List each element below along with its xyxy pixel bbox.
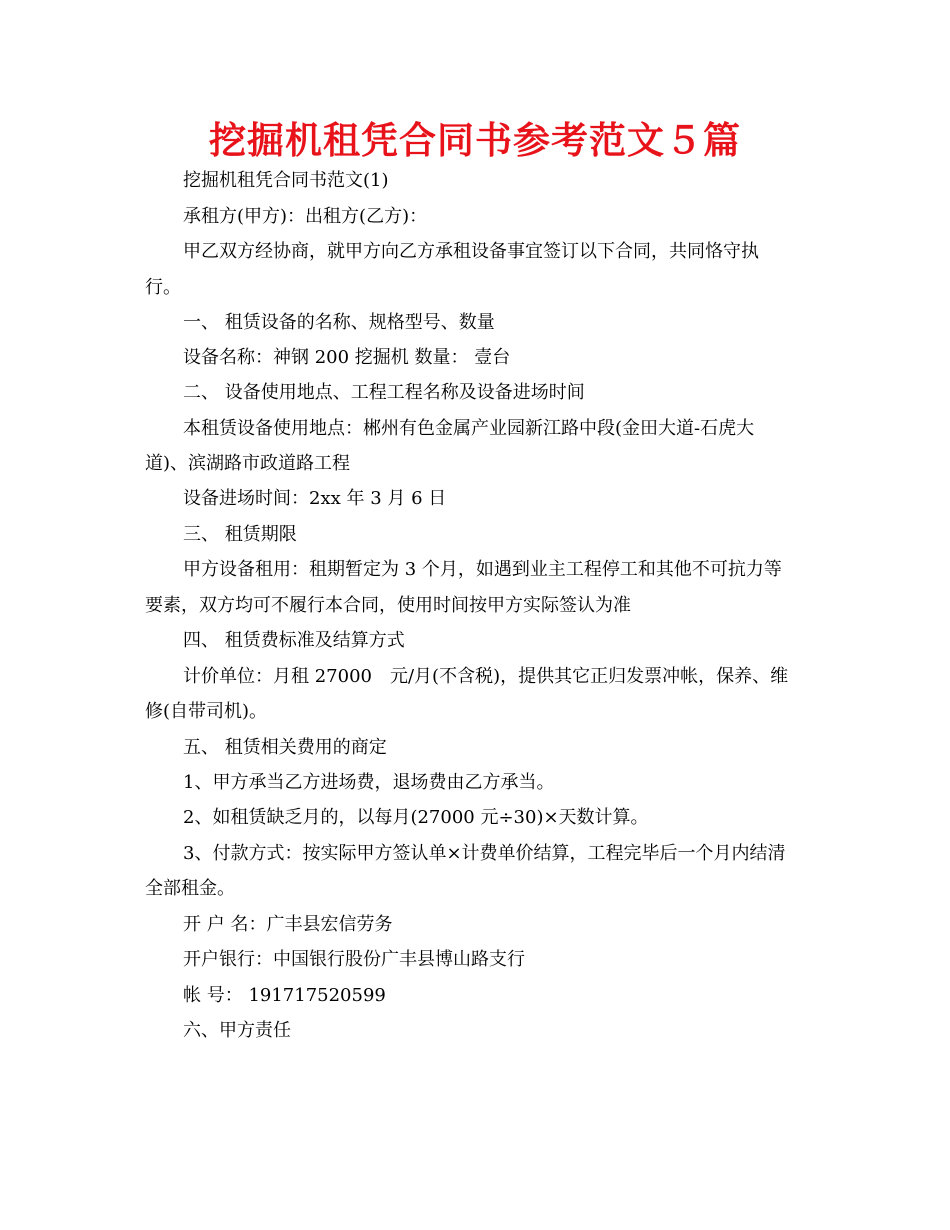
clause-1: 1、甲方承当乙方进场费，退场费由乙方承当。 [183,772,555,793]
paragraph-entry-time: 设备进场时间：2xx 年 3 月 6 日 [183,488,447,509]
clause-2: 2、如租赁缺乏月的，以每月(27000 元÷30)×天数计算。 [183,807,649,828]
paragraph-term: 甲方设备租用：租期暂定为 3 个月，如遇到业主工程停工和其他不可抗力等 [183,559,782,580]
paragraph-term-cont: 要素，双方均可不履行本合同，使用时间按甲方实际签认为准 [145,595,631,616]
paragraph-subtitle: 挖掘机租凭合同书范文(1) [183,170,389,191]
account-number: 帐 号： 191717520599 [183,985,386,1006]
section-heading-3: 三、 租赁期限 [183,524,297,545]
account-name: 开 户 名：广丰县宏信劳务 [183,914,393,935]
paragraph-intro-cont: 行。 [145,277,181,298]
section-heading-4: 四、 租赁费标准及结算方式 [183,630,405,651]
paragraph-parties: 承租方(甲方)：出租方(乙方)： [183,206,428,227]
document-title: 挖掘机租凭合同书参考范文５篇 [209,119,741,162]
paragraph-pricing: 计价单位：月租 27000 元/月(不含税)，提供其它正归发票冲帐，保养、维 [183,666,789,687]
paragraph-pricing-cont: 修(自带司机)。 [145,701,268,722]
paragraph-equipment: 设备名称：神钢 200 挖掘机 数量： 壹台 [183,347,511,368]
section-heading-2: 二、 设备使用地点、工程工程名称及设备进场时间 [183,382,585,403]
section-heading-5: 五、 租赁相关费用的商定 [183,737,387,758]
paragraph-intro: 甲乙双方经协商，就甲方向乙方承租设备事宜签订以下合同，共同恪守执 [183,241,759,262]
section-heading-1: 一、 租赁设备的名称、规格型号、数量 [183,312,495,333]
section-heading-6: 六、甲方责任 [183,1020,291,1041]
paragraph-location: 本租赁设备使用地点：郴州有色金属产业园新江路中段(金田大道-石虎大 [183,418,755,439]
clause-3: 3、付款方式：按实际甲方签认单×计费单价结算，工程完毕后一个月内结清 [183,843,786,864]
clause-3-cont: 全部租金。 [145,878,235,899]
account-bank: 开户银行：中国银行股份广丰县博山路支行 [183,949,525,970]
paragraph-location-cont: 道)、滨湖路市政道路工程 [145,453,351,474]
